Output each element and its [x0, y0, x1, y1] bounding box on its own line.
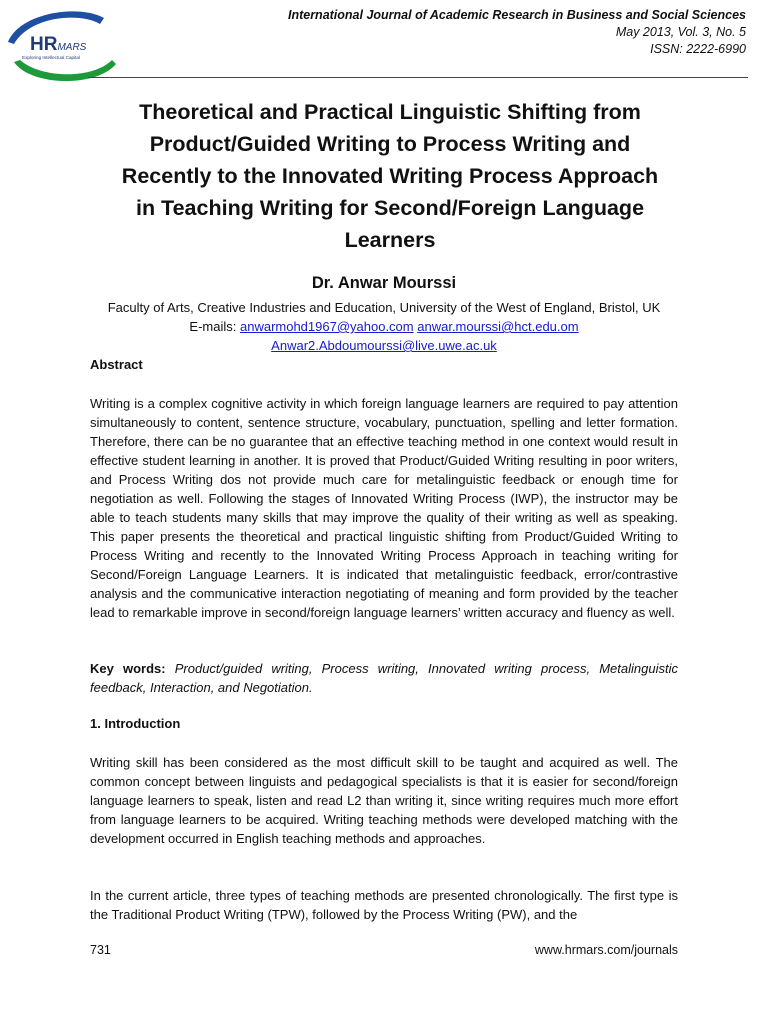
footer-url[interactable]: www.hrmars.com/journals — [534, 943, 678, 957]
journal-issn: ISSN: 2222-6990 — [650, 42, 746, 56]
title-line: Recently to the Innovated Writing Process Approach — [121, 164, 659, 188]
email-link-1[interactable]: anwarmohd1967@yahoo.com — [239, 319, 414, 334]
title-line: Theoretical and Practical Linguistic Shifting from — [139, 100, 641, 124]
introduction-paragraph: In the current article, three types of teaching methods are presented chronologically. The first type is the Traditional Product Writing (TPW), followed by the Process Writing (PW), and the — [90, 888, 678, 922]
introduction-paragraph: Writing skill has been considered as the most difficult skill to be taught and acquired as well. The common concept between linguists and pedagogical specialists is that it is easier for second/foreign language learners to speak, listen and read L2 than writing it, since writing requires much more effort from language learners to be acquired. Writing teaching methods were developed matching with the development occurred in English teaching methods and approaches. — [90, 755, 678, 846]
affiliation-block — [84, 298, 684, 355]
logo-mars: MARS — [57, 42, 87, 53]
page-number: 731 — [90, 943, 111, 957]
title-line: Learners — [344, 228, 436, 252]
abstract-text: Writing is a complex cognitive activity in which foreign language learners are required to pay attention simultaneously to content, sentence structure, vocabulary, punctuation, spelling and letter formation. Therefore, there can be no guarantee that an effective teaching method in one context would result in effective student learning in another. It is proved that Product/Guided Writing resulting in poor writers, and Process Writing dos not provide much care for metalinguistic feedback or enough time for negotiation as well. Following the stages of Innovated Writing Process (IWP), the instructor may be able to teach students many skills that may improve the quality of their writing as well as speaking. This paper presents the theoretical and practical linguistic shifting from Product/Guided Writing to Process Writing and recently to the Innovated Writing Process Approach in teaching writing for Second/Foreign Language Learners. It is indicated that metalinguistic feedback, error/contrastive analysis and the communicative interaction negotiating of meaning and form provided by the teacher lead to remarkable improve in second/foreign language learners’ written accuracy and fluency as well. — [90, 396, 678, 620]
email-link-3[interactable]: Anwar2.Abdoumourssi@live.uwe.ac.uk — [271, 338, 497, 353]
title-line: in Teaching Writing for Second/Foreign Language — [135, 196, 645, 220]
affiliation: Faculty of Arts, Creative Industries and Education, University of the West of England, Bristol, UK — [107, 300, 661, 315]
abstract-heading: Abstract — [90, 357, 143, 372]
hrmars-logo — [0, 4, 130, 84]
introduction-heading: 1. Introduction — [90, 716, 181, 731]
email-link-2[interactable]: anwar.mourssi@hct.edu.om — [417, 319, 579, 334]
logo-hr: HR — [30, 34, 58, 55]
email-line-2 — [84, 336, 684, 355]
journal-header — [288, 7, 746, 58]
journal-title: International Journal of Academic Research in Business and Social Sciences — [287, 8, 746, 22]
keywords-label: Key words: — [90, 661, 166, 676]
keywords — [90, 659, 678, 697]
journal-issue: May 2013, Vol. 3, No. 5 — [615, 25, 746, 39]
author-name: Dr. Anwar Mourssi — [311, 274, 457, 292]
title-line: Product/Guided Writing to Process Writing and — [149, 132, 631, 156]
keywords-text: Product/guided writing, Process writing, Innovated writing process, Metalinguistic feedback, Interaction, and Negotiation. — [90, 661, 678, 695]
email-label: E-mails: — [189, 319, 237, 334]
paper-title — [100, 96, 680, 256]
header-rule — [88, 77, 748, 78]
svg-text:HRMARS — [30, 34, 87, 55]
logo-tagline: Exploring Intellectual Capital — [22, 55, 80, 60]
email-line — [84, 317, 684, 336]
